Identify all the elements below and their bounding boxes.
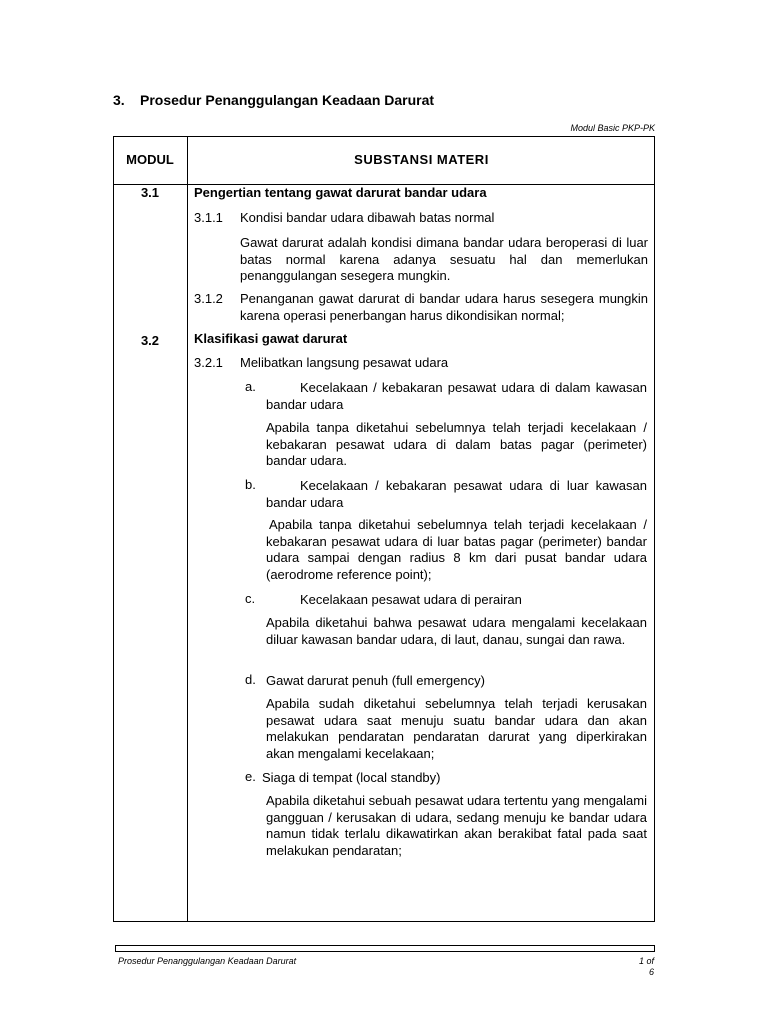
item-number: 3.1.1 bbox=[194, 210, 223, 225]
subitem-title: Kecelakaan pesawat udara di perairan bbox=[300, 592, 522, 607]
module-subtitle: Modul Basic PKP-PK bbox=[570, 123, 655, 133]
item-text: Penanganan gawat darurat di bandar udara harus sesegera mungkin karena operasi penerbangan harus dikondisikan normal; bbox=[240, 291, 648, 323]
list-letter: e. bbox=[245, 769, 256, 784]
section-number: 3. bbox=[113, 92, 125, 108]
section-title bbox=[113, 92, 434, 108]
subitem-title: Kecelakaan / kebakaran pesawat udara di luar kawasan bandar udara bbox=[266, 478, 647, 510]
subitem-title: Kecelakaan / kebakaran pesawat udara di dalam kawasan bandar udara bbox=[266, 380, 647, 412]
subitem-desc: Apabila tanpa diketahui sebelumnya telah terjadi kecelakaan / kebakaran pesawat udara di dalam batas pagar (perimeter) bandar udara. bbox=[266, 420, 647, 468]
subitem-title: Siaga di tempat (local standby) bbox=[262, 770, 441, 785]
footer-rule bbox=[115, 945, 655, 952]
subitem-title: Gawat darurat penuh (full emergency) bbox=[266, 673, 485, 688]
subitem-desc: Apabila diketahui bahwa pesawat udara mengalami kecelakaan diluar kawasan bandar udara, di laut, danau, sungai dan rawa. bbox=[266, 615, 647, 647]
column-divider bbox=[187, 136, 188, 922]
list-letter: a. bbox=[245, 379, 256, 394]
col-header-substansi: SUBSTANSI MATERI bbox=[354, 152, 489, 167]
section-heading: Pengertian tentang gawat darurat bandar udara bbox=[194, 185, 487, 200]
section-title-text: Prosedur Penanggulangan Keadaan Darurat bbox=[140, 92, 435, 108]
page-total: 6 bbox=[648, 967, 654, 977]
modul-number: 3.1 bbox=[140, 185, 160, 200]
footer-title: Prosedur Penanggulangan Keadaan Darurat bbox=[118, 956, 297, 966]
list-letter: b. bbox=[245, 477, 256, 492]
item-number: 3.1.2 bbox=[194, 291, 223, 306]
page-of: 1 of bbox=[638, 956, 654, 966]
item-text: Kondisi bandar udara dibawah batas normal bbox=[240, 210, 495, 225]
subitem-desc: Apabila diketahui sebuah pesawat udara tertentu yang mengalami gangguan / kerusakan di udara, sedang menuju ke bandar udara namun tidak terlalu dikawatirkan akan berakibat fatal pada saat melakukan pendaratan; bbox=[266, 793, 647, 858]
item-text: Melibatkan langsung pesawat udara bbox=[240, 355, 449, 370]
list-letter: d. bbox=[245, 672, 256, 687]
list-letter: c. bbox=[245, 591, 256, 606]
page-indicator bbox=[600, 956, 654, 978]
item-number: 3.2.1 bbox=[194, 355, 223, 370]
modul-number: 3.2 bbox=[140, 333, 160, 348]
subitem-desc: Apabila tanpa diketahui sebelumnya telah terjadi kecelakaan / kebakaran pesawat udara di luar batas pagar (perimeter) bandar udara sampai dengan radius 8 km dari pusat bandar udara (aerodrome reference point); bbox=[266, 517, 647, 582]
section-heading: Klasifikasi gawat darurat bbox=[194, 331, 348, 346]
col-header-modul: MODUL bbox=[126, 152, 174, 167]
subitem-desc: Apabila sudah diketahui sebelumnya telah terjadi kerusakan pesawat udara saat menuju suatu bandar udara dan akan melakukan pendaratan pendaratan darurat yang diperkirakan akan mengalami kecelakaan; bbox=[266, 696, 647, 761]
item-detail: Gawat darurat adalah kondisi dimana bandar udara beroperasi di luar batas normal karena adanya sesuatu hal dan memerlukan penanggulangan sesegera mungkin. bbox=[240, 235, 648, 283]
